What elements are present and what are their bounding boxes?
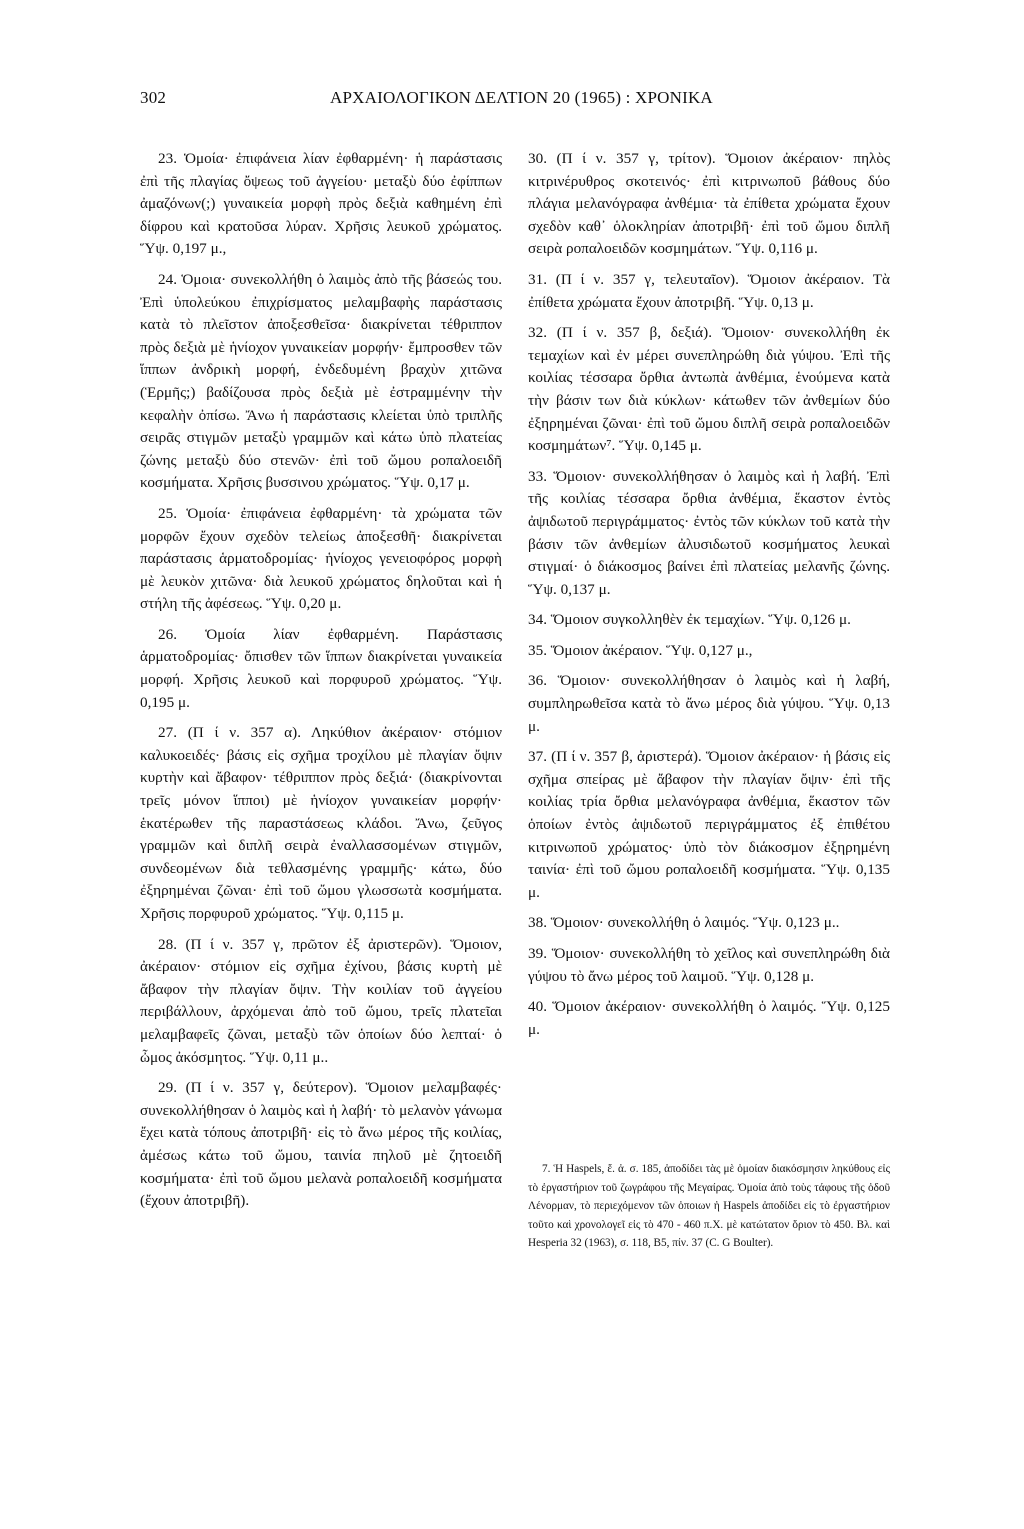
catalog-entry-35: 35. Ὅμοιον ἀκέραιον. Ὕψ. 0,127 μ., xyxy=(528,641,753,659)
catalog-entry-26: 26. Ὁμοία λίαν ἐφθαρμένη. Παράστασις ἁρματοδρομίας· ὄπισθεν τῶν ἵππων διακρίνεται γυναικεία μορφή. Χρῆσις λευκοῦ καὶ πορφυροῦ χρώματος. Ὕψ. 0,195 μ. xyxy=(140,625,502,711)
catalog-entry-27: 27. (Π ί ν. 357 α). Ληκύθιον ἀκέραιον· στόμιον καλυκοειδές· βάσις εἰς σχῆμα τροχίλου μὲ πλαγίαν ὄψιν κυρτὴν καὶ ἄβαφον· τέθριππον πρὸς δεξιά· (διακρίνονται τρεῖς μόνον ἵπποι) μὲ ἡνίοχον γυναικείαν μορφήν· ἑκατέρωθεν τῆς παραστάσεως κλάδοι. Ἄνω, ζεῦγος γραμμῶν καὶ διπλῆ σειρὰ ἐναλλασσομένων στιγμῶν, συνδεομένων διὰ τεθλασμένης γραμμῆς· κάτω, δύο ἐξηρημέναι ζῶναι· ἐπὶ τοῦ ὤμου γλωσσωτὰ κοσμήματα. Χρῆσις πορφυροῦ χρώματος. Ὕψ. 0,115 μ. xyxy=(140,724,502,922)
catalog-entry-40: 40. Ὅμοιον ἀκέραιον· συνεκολλήθη ὁ λαιμός. Ὕψ. 0,125 μ. xyxy=(528,998,890,1038)
page-number: 302 xyxy=(140,88,167,107)
catalog-entry-31: 31. (Π ί ν. 357 γ, τελευταῖον). Ὅμοιον ἀκέραιον. Τὰ ἐπίθετα χρώματα ἔχουν ἀποτριβῆ. Ὕψ. 0,13 μ. xyxy=(528,270,890,311)
catalog-entry-36: 36. Ὅμοιον· συνεκολλήθησαν ὁ λαιμὸς καὶ ἡ λαβή, συμπληρωθεῖσα κατὰ τὸ ἄνω μέρος διὰ γύψου. Ὕψ. 0,13 μ. xyxy=(528,672,890,735)
running-header xyxy=(140,88,884,112)
catalog-entry-29: 29. (Π ί ν. 357 γ, δεύτερον). Ὅμοιον μελαμβαφές· συνεκολλήθησαν ὁ λαιμὸς καὶ ἡ λαβή· τὸ μελανὸν γάνωμα ἔχει κατὰ τόπους ἀποτριβῆ· εἰς τὸ ἄνω μέρος τῆς κοιλίας, ἀμέσως κάτω τοῦ ὤμου, ταινία πηλοῦ μὲ ζητοειδῆ κοσμήματα· ἐπὶ τοῦ ὤμου μελανὰ ροπαλοειδῆ κοσμήματα (ἔχουν ἀποτριβῆ). xyxy=(140,1079,502,1210)
catalog-entry-32: 32. (Π ί ν. 357 β, δεξιά). Ὅμοιον· συνεκολλήθη ἐκ τεμαχίων καὶ ἐν μέρει συνεπληρώθη διὰ γύψου. Ἐπὶ τῆς κοιλίας τέσσαρα ὄρθια ἀντωπὰ ἀνθέμια, ἑνούμενα κατὰ τὴν βάσιν των διὰ κύκλων· κάτωθεν τῶν ἀνθεμίων δύο ἐξηρημέναι ζῶναι· ἐπὶ τοῦ ὤμου διπλῆ σειρὰ ροπαλοειδῶν κοσμημάτων⁷. Ὕψ. 0,145 μ. xyxy=(528,324,890,455)
footnote-7: 7. Ἡ Haspels, ἔ. ἀ. σ. 185, ἀποδίδει τὰς μὲ ὁμοίαν διακόσμησιν ληκύθους εἰς τὸ ἐργαστήριον τοῦ ζωγράφου τῆς Μεγαίρας. Ὁμοία ἀπὸ τοὺς τάφους τῆς ὁδοῦ Λένορμαν, τὸ περιεχόμενον τῶν ὁποιων ἡ Haspels ἀποδίδει εἰς τὸ ἐργαστήριον τοῦτο καὶ χρονολογεῖ εἰς τὸ 470 - 460 π.Χ. μὲ κατώτατον ὅριον τὸ 450. Βλ. καὶ Hesperia 32 (1963), σ. 118, Β5, πίν. 37 (C. G Boulter). xyxy=(528,1163,890,1250)
catalog-entry-37: 37. (Π ί ν. 357 β, ἀριστερά). Ὅμοιον ἀκέραιον· ἡ βάσις εἰς σχῆμα σπείρας μὲ ἄβαφον τὴν πλαγίαν ὄψιν· ἐπὶ τῆς κοιλίας τρία ὄρθια μελανόγραφα ἀνθέμια, ἕκαστον τῶν ὁποίων ἐντὸς ἀψιδωτοῦ περιγράμματος ἐξ ἐπιθέτου κιτρινωποῦ χρώματος· ὑπὸ τὸν διάκοσμον ἐξηρημένη ταινία· ἐπὶ τοῦ ὤμου ροπαλοειδῆ κοσμήματα. Ὕψ. 0,135 μ. xyxy=(528,748,890,901)
right-column xyxy=(528,148,890,1049)
catalog-entry-24: 24. Ὁμοια· συνεκολλήθη ὁ λαιμὸς ἀπὸ τῆς βάσεώς του. Ἐπὶ ὑπολεύκου ἐπιχρίσματος μελαμβαφὴς παράστασις κατὰ τὸ πλεῖστον ἀποξεσθεῖσα· διακρίνεται τέθριππον πρὸς δεξιὰ μὲ ἡνίοχον γυναικείαν μορφήν· ἔμπροσθεν τῶν ἵππων ἀνδρικὴ μορφή, ἐνδεδυμένη βραχὺν χιτῶνα (Ἑρμῆς;) βαδίζουσα πρὸς δεξιὰ μὲ ἐστραμμένην τὴν κεφαλὴν ὀπίσω. Ἄνω ἡ παράστασις κλείεται ὑπὸ τριπλῆς σειρᾶς στιγμῶν μεταξὺ γραμμῶν καὶ κάτω ὑπὸ πλατείας ζώνης μεταξὺ δύο στενῶν· ἐπὶ τοῦ ὤμου ροπαλοειδῆ κοσμήματα. Χρῆσις βυσσινου χρώματος. Ὕψ. 0,17 μ. xyxy=(140,270,502,492)
running-title: ΑΡΧΑΙΟΛΟΓΙΚΟΝ ΔΕΛΤΙΟΝ 20 (1965) : ΧΡΟΝΙΚΑ xyxy=(330,88,713,107)
catalog-entry-25: 25. Ὁμοία· ἐπιφάνεια ἐφθαρμένη· τὰ χρώματα τῶν μορφῶν ἔχουν σχεδὸν τελείως ἀποξεσθῆ· διακρίνεται παράστασις ἁρματοδρομίας· ἡνίοχος γενειοφόρος μορφὴ μὲ λευκὸν χιτῶνα· διὰ λευκοῦ χρώματος δηλοῦται καὶ ἡ στήλη τῆς ἀφέσεως. Ὕψ. 0,20 μ. xyxy=(140,504,502,613)
catalog-entry-23: 23. Ὁμοία· ἐπιφάνεια λίαν ἐφθαρμένη· ἡ παράστασις ἐπὶ τῆς πλαγίας ὄψεως τοῦ ἀγγείου· μεταξὺ δύο ἐφίππων ἀμαζόνων(;) γυναικεία μορφὴ πρὸς δεξιὰ καθημένη ἐπὶ δίφρου καὶ κρατοῦσα λύραν. Χρῆσις λευκοῦ χρώματος. Ὕψ. 0,197 μ., xyxy=(140,150,502,258)
catalog-entry-38: 38. Ὅμοιον· συνεκολλήθη ὁ λαιμός. Ὕψ. 0,123 μ.. xyxy=(528,914,840,932)
catalog-entry-30: 30. (Π ί ν. 357 γ, τρίτον). Ὅμοιον ἀκέραιον· πηλὸς κιτρινέρυθρος σκοτεινός· ἐπὶ κιτρινωποῦ βάθους δύο πλάγια μελανόγραφα ἀνθέμια· τὰ ἐπίθετα χρώματα ἔχουν σχεδὸν καθ᾽ ὁλοκληρίαν ἀποτριβῆ· ἐπὶ τοῦ ὤμου διπλῆ σειρὰ ροπαλοειδῶν κοσμημάτων. Ὕψ. 0,116 μ. xyxy=(528,150,890,258)
left-column xyxy=(140,148,502,1221)
catalog-entry-33: 33. Ὅμοιον· συνεκολλήθησαν ὁ λαιμὸς καὶ ἡ λαβή. Ἐπὶ τῆς κοιλίας τέσσαρα ὄρθια ἀνθέμια, ἕκαστον ἐντὸς ἀψιδωτοῦ περιγράμματος· ἐντὸς τῶν κύκλων τοῦ κατὰ τὴν βάσιν τῶν ἀνθεμίων ἀλυσιδωτοῦ κοσμήματος λευκαὶ στιγμαί· ὁ διάκοσμος βαίνει ἐπὶ πλατείας μελανῆς ζώνης. Ὕψ. 0,137 μ. xyxy=(528,467,890,598)
footnotes xyxy=(528,1160,890,1253)
catalog-entry-39: 39. Ὅμοιον· συνεκολλήθη τὸ χεῖλος καὶ συνεπληρώθη διὰ γύψου τὸ ἄνω μέρος τοῦ λαιμοῦ. Ὕψ. 0,128 μ. xyxy=(528,945,890,985)
catalog-entry-34: 34. Ὅμοιον συγκολληθὲν ἐκ τεμαχίων. Ὕψ. 0,126 μ. xyxy=(528,611,851,629)
catalog-entry-28: 28. (Π ί ν. 357 γ, πρῶτον ἐξ ἀριστερῶν). Ὅμοιον, ἀκέραιον· στόμιον εἰς σχῆμα ἐχίνου, βάσις κυρτὴ μὲ ἄβαφον τὴν πλαγίαν ὄψιν. Τὴν κοιλίαν τοῦ ἀγγείου περιβάλλουν, ἀρχόμεναι ἀπὸ τοῦ ὤμου, τρεῖς πλατεῖαι μελαμβαφεῖς ζῶναι, μεταξὺ τῶν ὁποίων δύο λεπταί· ὁ ὦμος ἀκόσμητος. Ὕψ. 0,11 μ.. xyxy=(140,935,502,1066)
